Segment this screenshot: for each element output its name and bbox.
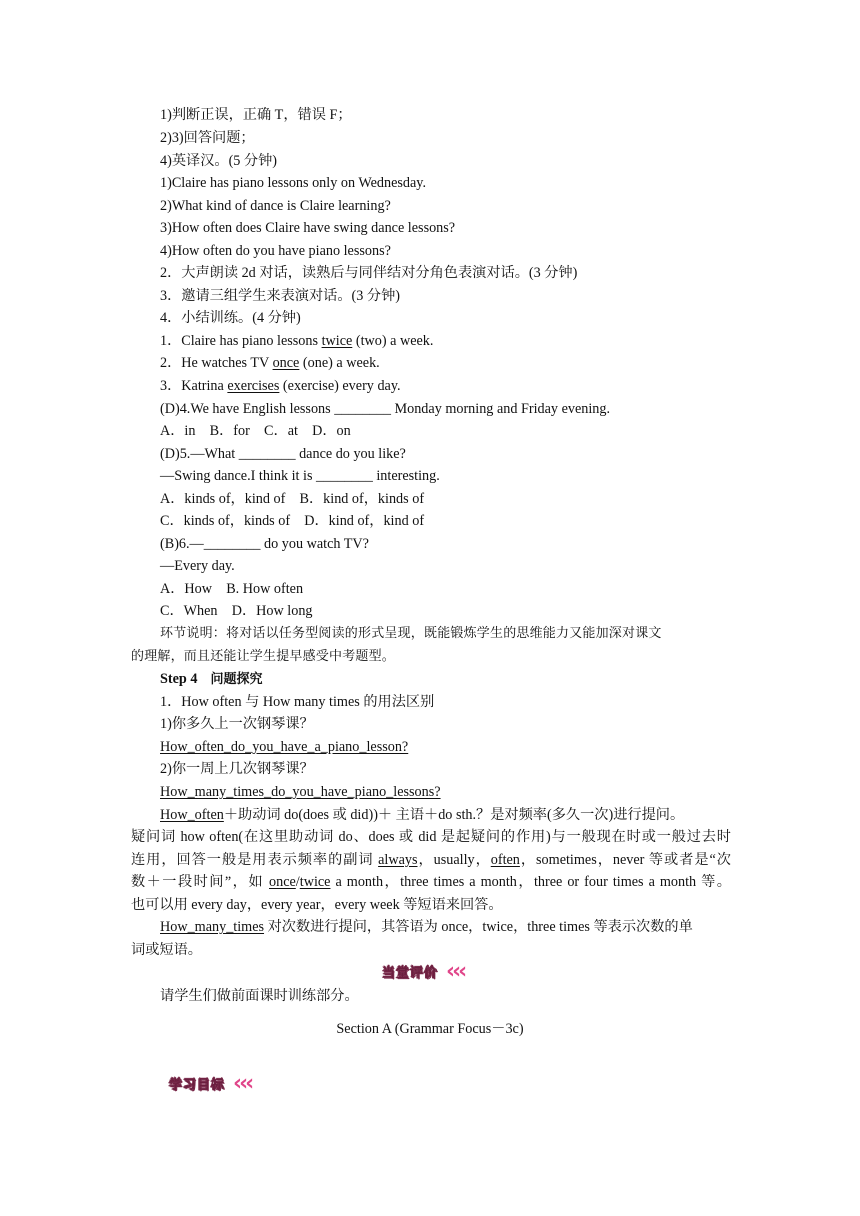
question-line: (B)6.—________ do you watch TV? (160, 536, 369, 552)
options-line: A．in B．for C．at D．on (160, 423, 351, 439)
text-line: 2)What kind of dance is Claire learning? (160, 198, 391, 214)
question-line: (D)5.—What ________ dance do you like? (160, 446, 406, 462)
text-line: 1)你多久上一次钢琴课？ (160, 716, 314, 732)
text-line: 2)3)回答问题； (160, 130, 255, 146)
paragraph-line: How_often＋助动词 do(does 或 did))＋ 主语＋do sth.？是对频率(多久一次)进行提问。 (160, 807, 685, 823)
paragraph-line: 疑问词 how often(在这里助动词 do、does 或 did 是起疑问的作用)与一般现在时或一般过去时 (131, 829, 731, 845)
exercise-line: 3．Katrina exercises (exercise) every day. (160, 378, 401, 394)
text-line: 1．How often 与 How many times 的用法区别 (160, 694, 435, 710)
exercise-line: 1．Claire has piano lessons twice (two) a week. (160, 333, 434, 349)
paragraph-line: How_many_times 对次数进行提问，其答语为 once，twice，three times 等表示次数的单 (160, 919, 693, 935)
banner-label: 当堂评价 (376, 961, 444, 982)
text-line: 4)How often do you have piano lessons? (160, 243, 391, 259)
paragraph-line: 连用，回答一般是用表示频率的副词 always，usually，often，sometimes，never 等或者是“次 (131, 852, 731, 868)
question-line: —Swing dance.I think it is ________ interesting. (160, 468, 440, 484)
question-line: —Every day. (160, 558, 235, 574)
exercise-line: 2．He watches TV once (one) a week. (160, 355, 380, 371)
text-line: 3．邀请三组学生来表演对话。(3 分钟) (160, 288, 400, 304)
text-line: 4)英译汉。(5 分钟) (160, 153, 278, 169)
text-line: 1)判断正误，正确 T，错误 F； (160, 107, 352, 123)
step-heading: Step 4 问题探究 (160, 671, 263, 687)
text-line: 1)Claire has piano lessons only on Wednesday. (160, 175, 427, 191)
answer-line: How_often_do_you_have_a_piano_lesson? (160, 739, 409, 755)
paragraph-line: 词或短语。 (131, 942, 202, 958)
options-line: A．kinds of，kind of B．kind of，kinds of (160, 491, 425, 507)
text-line: 4．小结训练。(4 分钟) (160, 310, 301, 326)
chevron-left-icon: ‹‹‹ (233, 1070, 252, 1096)
answer-exercises: exercises (227, 378, 280, 394)
options-line: C．When D．How long (160, 603, 313, 619)
section-note: 环节说明：将对话以任务型阅读的形式呈现，既能锻炼学生的思维能力又能加深对课文 (160, 626, 662, 641)
text-line: 3)How often does Claire have swing dance lessons? (160, 220, 456, 236)
evaluation-banner (376, 958, 465, 984)
answer-line: How_many_times_do_you_have_piano_lessons? (160, 784, 441, 800)
options-line: C．kinds of，kinds of D．kind of，kind of (160, 513, 425, 529)
objectives-banner (163, 1070, 252, 1096)
chevron-left-icon: ‹‹‹ (446, 958, 465, 984)
banner-label: 学习目标 (163, 1073, 231, 1094)
answer-twice: twice (321, 333, 353, 349)
answer-once: once (272, 355, 300, 371)
options-line: A．How B. How often (160, 581, 304, 597)
text-line: 2)你一周上几次钢琴课？ (160, 761, 314, 777)
paragraph-line: 数＋一段时间”，如 once/twice a month，three times a month，three or four times a month 等。 (131, 874, 731, 890)
text-line: 2．大声朗读 2d 对话，读熟后与同伴结对分角色表演对话。(3 分钟) (160, 265, 578, 281)
question-line: (D)4.We have English lessons ________ Monday morning and Friday evening. (160, 401, 611, 417)
paragraph-line: 也可以用 every day，every year，every week 等短语来回答。 (131, 897, 503, 913)
section-title: Section A (Grammar Focus－3c) (336, 1021, 524, 1037)
text-line: 请学生们做前面课时训练部分。 (160, 988, 359, 1004)
section-note: 的理解，而且还能让学生提早感受中考题型。 (131, 649, 396, 664)
